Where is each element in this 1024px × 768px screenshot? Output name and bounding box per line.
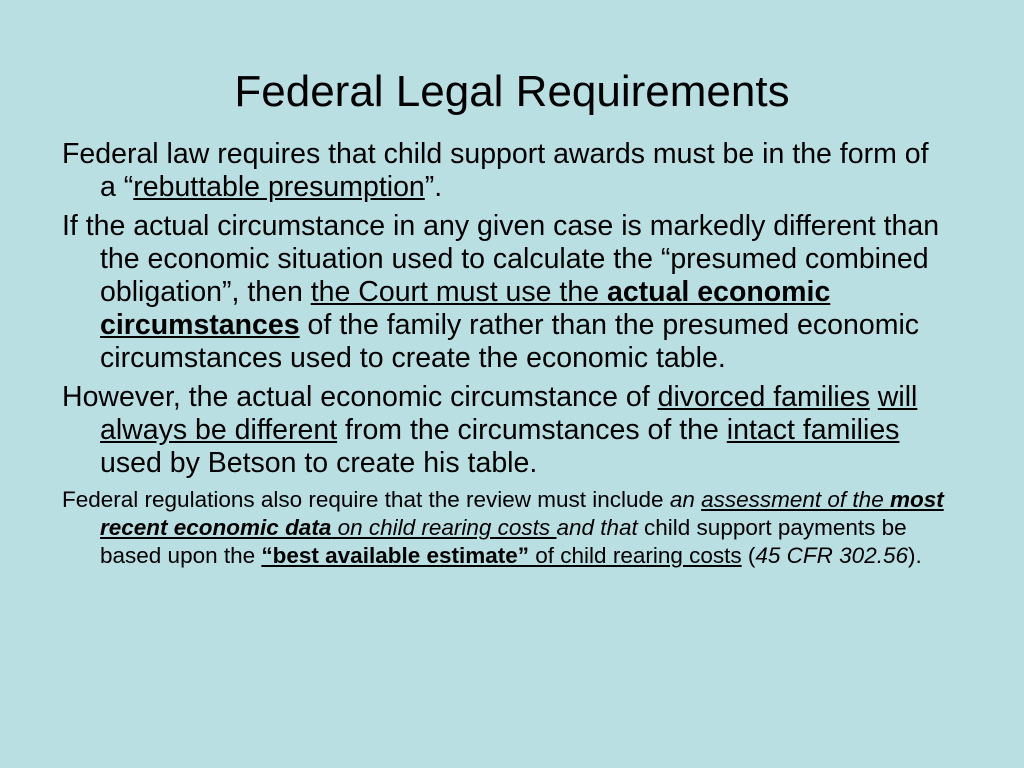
text: (	[741, 543, 756, 568]
text: However, the actual economic circumstance of	[62, 381, 658, 413]
text: ”.	[424, 171, 443, 203]
phrase-divorced-families: divorced families	[657, 381, 870, 413]
phrase-most-recent-economic-data: most recent economic data	[100, 487, 944, 540]
phrase-intact-families: intact families	[726, 414, 900, 446]
bullet-federal-law	[62, 138, 952, 204]
phrase-actual-economic-circumstances: actual economic circumstances	[100, 276, 831, 341]
phrase-will-always-be-different: will always be different	[100, 381, 918, 446]
phrase-of-child-rearing-costs: of child rearing costs	[529, 543, 742, 568]
text: from the circumstances of the	[337, 414, 727, 446]
text: of the family rather than the presumed economic circumstances used to create the economic table.	[100, 309, 920, 374]
bullet-divorced-families	[62, 381, 952, 480]
citation-cfr: 45 CFR 302.56	[755, 543, 908, 568]
text: Federal law requires that child support awards must be in the form of a “	[62, 138, 929, 203]
term-rebuttable-presumption: rebuttable presumption	[133, 171, 425, 203]
text-italic: and that	[556, 515, 638, 540]
text: used by Betson to create his table.	[100, 447, 538, 479]
text: child support payments be based upon the	[100, 515, 907, 568]
text: ).	[907, 543, 922, 568]
phrase-court-must-use: the Court must use the	[310, 276, 607, 308]
text: Federal regulations also require that the review must include	[62, 487, 670, 512]
text: If the actual circumstance in any given case is markedly different than the economic situation used to calculate the “presumed combined obligation”, then	[62, 210, 940, 308]
bullet-actual-circumstance	[62, 210, 952, 375]
text-italic: an	[669, 487, 702, 512]
phrase-child-rearing-costs: on child rearing costs	[331, 515, 557, 540]
text	[870, 381, 878, 413]
phrase-best-available-estimate: “best available estimate”	[261, 543, 530, 568]
slide-body	[62, 138, 952, 576]
phrase-assessment: assessment of the	[701, 487, 890, 512]
bullet-federal-regulations	[62, 486, 952, 570]
slide-title: Federal Legal Requirements	[234, 67, 790, 116]
